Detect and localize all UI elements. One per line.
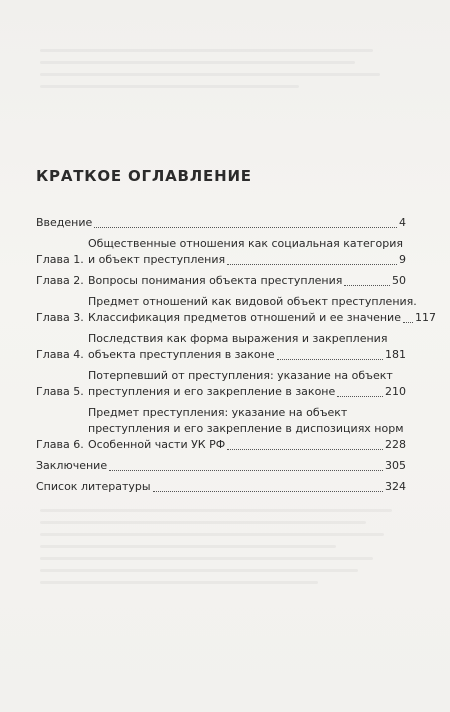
toc-entry-chapter-2[interactable]: [36, 273, 406, 289]
toc-entry-chapter-4[interactable]: [36, 331, 406, 363]
chapter-title-line: Классификация предметов отношений и ее значение: [88, 311, 401, 324]
toc-entry-text: Введение: [36, 216, 93, 229]
leader-dots: [94, 227, 397, 228]
chapter-title-line: преступления и его закрепление в законе: [88, 385, 336, 398]
chapter-label: Глава 3.: [36, 311, 84, 324]
leader-dots: [344, 285, 390, 286]
chapter-title-line: Последствия как форма выражения и закрепления: [88, 332, 388, 345]
toc-page-number: 4: [399, 216, 406, 229]
chapter-title-line: объекта преступления в законе: [88, 348, 275, 361]
toc-entry-text: Заключение: [36, 459, 108, 472]
leader-dots: [403, 322, 413, 323]
chapter-title-line: и объект преступления: [88, 253, 226, 266]
bleed-through-text-top: [40, 40, 410, 130]
table-of-contents: [36, 215, 436, 495]
toc-page-number: 324: [385, 480, 406, 493]
bleed-through-text-bottom: [40, 500, 410, 680]
chapter-title-line: Предмет преступления: указание на объект: [88, 406, 348, 419]
toc-page-number: 9: [399, 253, 406, 266]
chapter-title-line: преступления и его закрепление в диспозициях норм: [88, 422, 404, 435]
chapter-title-line: Потерпевший от преступления: указание на объект: [88, 369, 393, 382]
toc-entry-conclusion[interactable]: [36, 458, 406, 474]
leader-dots: [277, 359, 383, 360]
toc-entry-chapter-6[interactable]: [36, 405, 406, 453]
toc-entry-chapter-3[interactable]: [36, 294, 436, 326]
chapter-label: Глава 2.: [36, 274, 84, 287]
chapter-label: Глава 1.: [36, 253, 84, 266]
chapter-label: Глава 4.: [36, 348, 84, 361]
chapter-title-line: Вопросы понимания объекта преступления: [88, 274, 343, 287]
chapter-label: Глава 5.: [36, 385, 84, 398]
toc-page-number: 181: [385, 348, 406, 361]
chapter-title-line: Общественные отношения как социальная категория: [88, 237, 404, 250]
toc-page-number: 117: [414, 311, 436, 324]
chapter-title-line: Особенной части УК РФ: [88, 438, 226, 451]
toc-page-number: 50: [392, 274, 406, 287]
page-title: КРАТКОЕ ОГЛАВЛЕНИЕ: [36, 167, 252, 185]
toc-page-number: 210: [385, 385, 406, 398]
toc-entry-chapter-5[interactable]: [36, 368, 406, 400]
leader-dots: [227, 449, 383, 450]
toc-page-number: 305: [385, 459, 406, 472]
toc-entry-chapter-1[interactable]: [36, 236, 406, 268]
leader-dots: [227, 264, 397, 265]
leader-dots: [337, 396, 383, 397]
leader-dots: [153, 491, 383, 492]
leader-dots: [109, 470, 383, 471]
toc-entry-intro[interactable]: [36, 215, 406, 231]
toc-entry-text: Список литературы: [36, 480, 151, 493]
toc-page-number: 228: [385, 438, 406, 451]
toc-entry-references[interactable]: [36, 479, 406, 495]
chapter-label: Глава 6.: [36, 438, 84, 451]
chapter-title-line: Предмет отношений как видовой объект преступления.: [88, 295, 417, 308]
